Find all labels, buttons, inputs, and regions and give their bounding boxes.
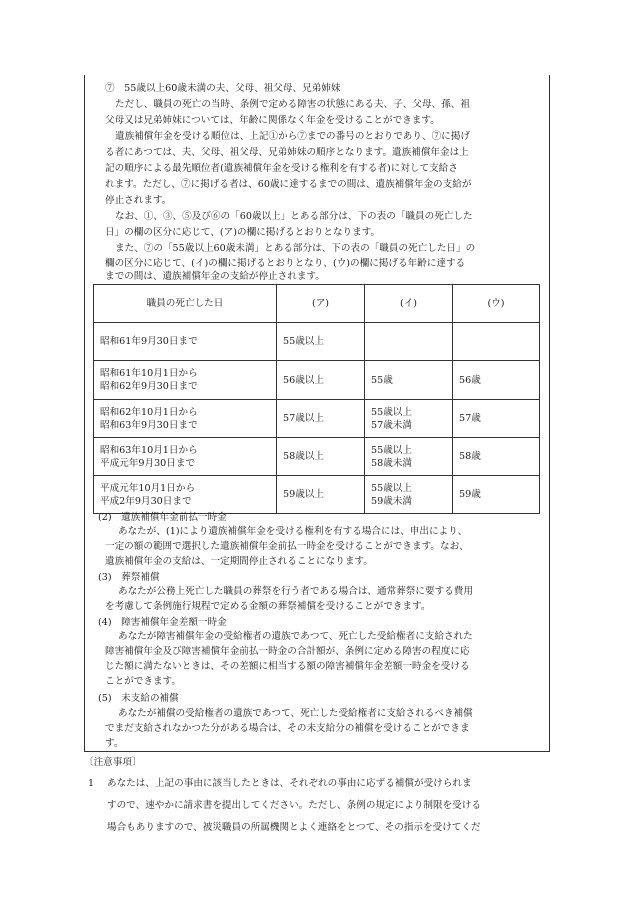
date-cell: 昭和63年10月1日から 平成元年9月30日まで [94,438,277,476]
text-line: る者にあつては、夫、父母、祖父母、兄弟姉妹の順序となります。遺族補償年金は上 [105,147,469,158]
text-line: 遺族補償年金を受ける順位は、上記①から⑦までの番号のとおりであり、⑦に掲げ [115,131,470,142]
age-a-cell: 56歳以上 [277,361,365,400]
date-cell: 平成元年10月1日から 平成2年9月30日まで [94,476,277,514]
section-heading: (4) 障害補償年金差額一時金 [98,617,227,628]
text-line: 父母又は兄弟姉妹については、年齢に関係なく年金を受けることができます。 [105,115,440,126]
item-7-line: ⑦ 55歳以上60歳未満の夫、父母、祖父母、兄弟姉妹 [105,83,341,94]
section-heading: (2) 遺族補償年金前払一時金 [98,512,227,523]
age-u-cell [453,323,540,361]
text-line: 停止されます。 [105,195,172,206]
header-u: (ウ) [453,285,540,323]
table-row [94,400,540,438]
table-row [94,323,540,361]
age-i-cell: 55歳以上 59歳未満 [365,476,453,514]
text-line: れます。ただし、⑦に掲げる者は、60歳に達するまでの間は、遺族補償年金の支給が [105,179,472,190]
note-line: すので、速やかに請求書を提出してください。ただし、条例の規定により制限を受ける [107,800,481,811]
age-u-cell: 59歳 [453,476,540,514]
note-line: あなたは、上記の事由に該当したときは、それぞれの事由に応ずる補償が受けられま [107,778,472,789]
text-line: ただし、職員の死亡の当時、条例で定める障害の状態にある夫、子、父母、孫、祖 [115,99,470,110]
section-heading: (3) 葬祭補償 [98,572,160,583]
text-line: また、⑦の「55歳以上60歳未満」とある部分は、下の表の「職員の死亡した日」の [115,243,476,254]
age-i-cell: 55歳以上 58歳未満 [365,438,453,476]
date-cell: 昭和62年10月1日から 昭和63年9月30日まで [94,400,277,438]
note-line: 場合もありますので、被災職員の所属機関とよく連絡をとつて、その指示を受けてくだ [107,822,481,833]
notes-title: 〔注意事項〕 [84,757,142,768]
age-u-cell: 56歳 [453,361,540,400]
table-header-row [94,285,540,323]
header-i: (イ) [365,285,453,323]
text-line: 欄の区分に応じて、(イ)の欄に掲げるとおりとなり、(ウ)の欄に掲げる年齢に達する [105,258,466,269]
table-row [94,438,540,476]
age-u-cell: 57歳 [453,400,540,438]
section-line: 遺族補償年金の支給は、一定期間停止されることになります。 [105,556,373,567]
note-number: 1 [88,778,95,789]
table-row [94,476,540,514]
section-line: あなたが補償の受給権者の遺族であつて、死亡した受給権者に支給されるべき補償 [118,708,473,719]
age-a-cell: 59歳以上 [277,476,365,514]
age-i-cell: 55歳以上 57歳未満 [365,400,453,438]
age-u-cell: 58歳 [453,438,540,476]
age-a-cell: 58歳以上 [277,438,365,476]
text-line: なお、①、③、⑤及び⑥の「60歳以上」とある部分は、下の表の「職員の死亡した [115,211,473,222]
header-date: 職員の死亡した日 [94,285,277,323]
table-row [94,361,540,400]
text-line: 日」の欄の区分に応じて、(ア)の欄に掲げるとおりとなります。 [105,227,381,238]
date-cell: 昭和61年10月1日から 昭和62年9月30日まで [94,361,277,400]
section-line: す。 [105,738,124,749]
age-table [93,284,540,514]
section-line: あなたが障害補償年金の受給権者の遺族であつて、死亡した受給権者に支給された [118,631,473,642]
section-line: ことができます。 [105,676,181,687]
age-i-cell [365,323,453,361]
header-a: (ア) [277,285,365,323]
date-cell: 昭和61年9月30日まで [94,323,277,361]
section-line: あなたが、(1)により遺族補償年金を受ける権利を有する場合には、申出により、 [118,526,468,537]
text-line: までの間は、遺族補償年金の支給が停止されます。 [105,271,325,282]
section-line: を考慮して条例施行規程で定める金額の葬祭補償を受けることができます。 [105,601,431,612]
text-line: 記の順序による最先順位者(遺族補償年金を受ける権利を有する者)に対して支給さ [105,163,458,174]
section-line: あなたが公務上死亡した職員の葬祭を行う者である場合は、通常葬祭に要する費用 [118,586,473,597]
age-a-cell: 55歳以上 [277,323,365,361]
section-line: 一定の額の範囲で選択した遺族補償年金前払一時金を受けることができます。なお、 [105,541,469,552]
age-i-cell: 55歳 [365,361,453,400]
age-a-cell: 57歳以上 [277,400,365,438]
section-line: じた額に満たないときは、その差額に相当する額の障害補償年金差額一時金を受ける [105,661,470,672]
section-line: でまだ支給されなかつた分がある場合は、その未支給分の補償を受けることができま [105,723,470,734]
section-line: 障害補償年金及び障害補償年金前払一時金の合計額が、条例に定める障害の程度に応 [105,646,470,657]
section-heading: (5) 未支給の補償 [98,693,179,704]
